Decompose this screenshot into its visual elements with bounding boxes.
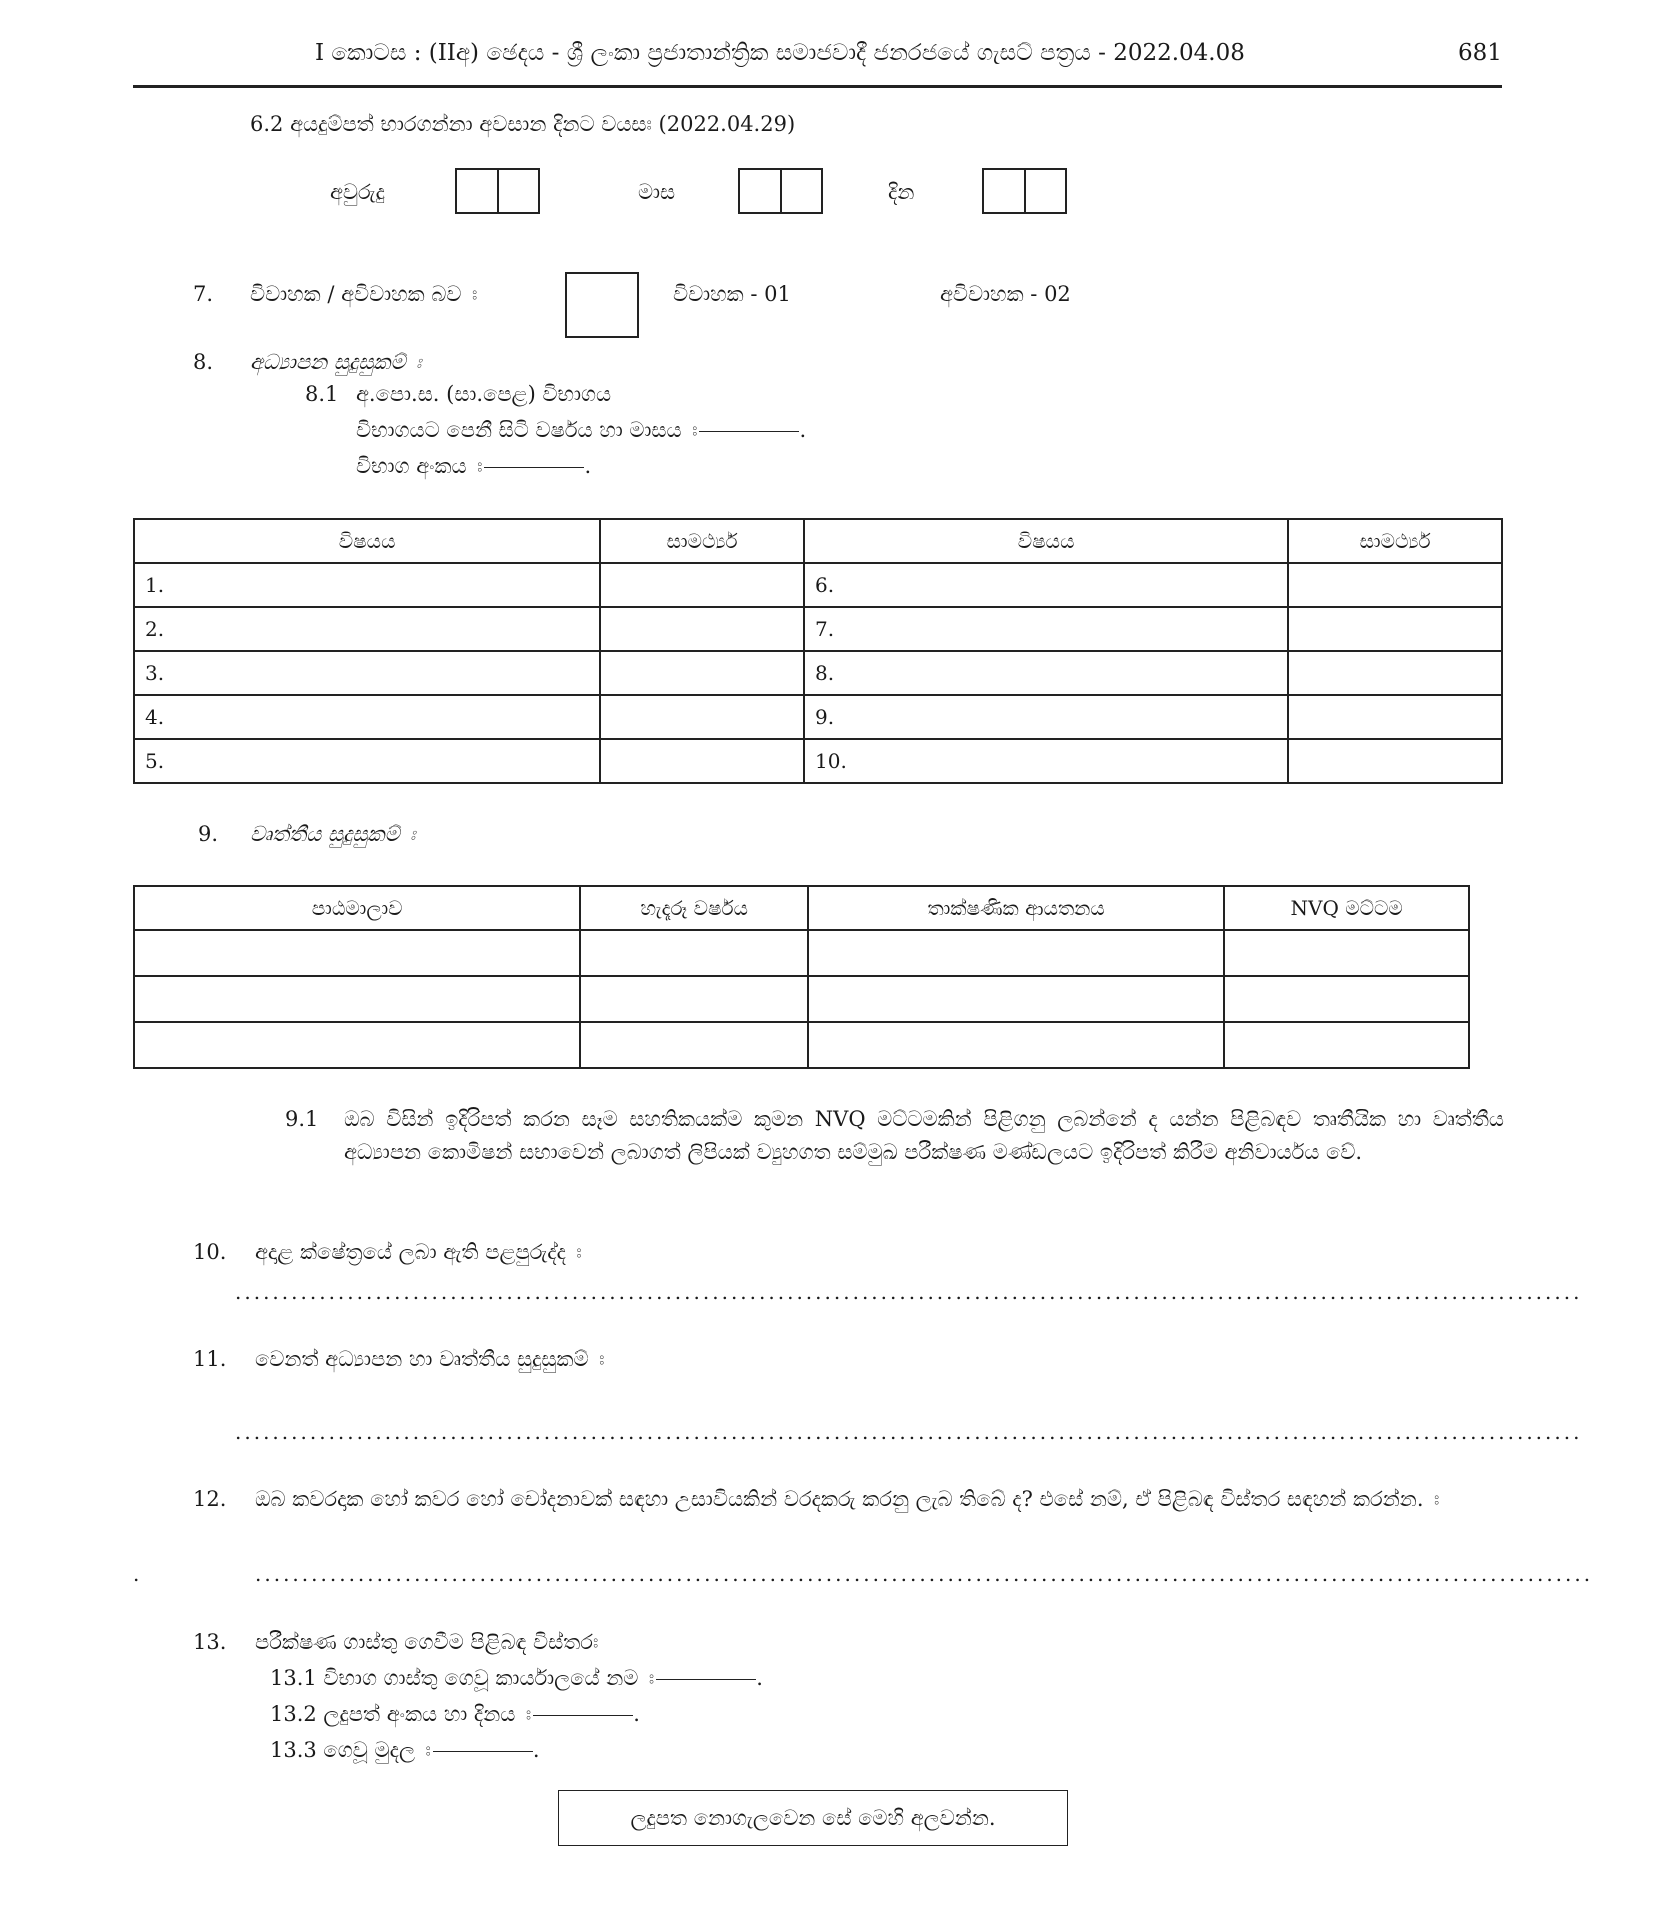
grade-cell[interactable] xyxy=(1288,651,1502,695)
age-months-label: මාස xyxy=(638,180,676,204)
section-13-number: 13. xyxy=(193,1630,227,1654)
section-10-number: 10. xyxy=(193,1240,227,1264)
grade-cell[interactable] xyxy=(600,563,804,607)
age-label: 6.2 අයදුම්පත් භාරගන්නා අවසාන දිනට වයසඃ (2022.04.29) xyxy=(250,112,796,136)
nvq-level-header: NVQ මට්ටම xyxy=(1224,886,1469,930)
subject-results-table xyxy=(133,518,1503,784)
section-12-number: 12. xyxy=(193,1487,227,1511)
table-row xyxy=(134,1022,1469,1068)
education-heading: අධ්‍යාපන සුදුසුකම් ඃ xyxy=(250,350,422,374)
section-11-number: 11. xyxy=(193,1347,227,1371)
grade-cell[interactable] xyxy=(1288,607,1502,651)
table-row xyxy=(134,651,1502,695)
professional-heading: වෘත්තීය සුදුසුකම් ඃ xyxy=(250,822,416,846)
fee-office-field[interactable]: 13.1 විභාග ගාස්තු ගෙවූ කාර්යාලයේ නම ඃ . xyxy=(270,1666,763,1690)
table-row xyxy=(134,976,1469,1022)
table-cell[interactable] xyxy=(1224,930,1469,976)
grade-cell[interactable] xyxy=(600,651,804,695)
table-cell[interactable] xyxy=(134,930,580,976)
subject-cell[interactable]: 5. xyxy=(134,739,600,783)
table-cell[interactable] xyxy=(808,976,1224,1022)
subject-cell[interactable]: 9. xyxy=(804,695,1288,739)
page-number: 681 xyxy=(1458,40,1502,66)
table-row xyxy=(134,739,1502,783)
exam-index-field[interactable]: විභාග අංකය ඃ . xyxy=(356,454,592,478)
receipt-paste-note: ලදුපත නොගැලවෙන සේ මෙහි අලවන්න. xyxy=(630,1805,996,1830)
marital-status-box[interactable] xyxy=(565,272,639,338)
grade-cell[interactable] xyxy=(600,695,804,739)
receipt-paste-box[interactable] xyxy=(558,1790,1068,1846)
section-7-number: 7. xyxy=(193,282,214,306)
subject-cell[interactable]: 4. xyxy=(134,695,600,739)
table-cell[interactable] xyxy=(808,1022,1224,1068)
conviction-dotted-line[interactable]: ............................................................................................................................................... xyxy=(255,1562,1594,1586)
grade-header-1: සාමර්ථ්‍ය xyxy=(600,519,804,563)
exam-year-month-field[interactable]: විභාගයට පෙනී සිටි වර්ෂය හා මාසය ඃ . xyxy=(356,418,807,442)
grade-cell[interactable] xyxy=(600,739,804,783)
experience-dotted-line[interactable]: ................................................................................................................................................ xyxy=(235,1280,1583,1304)
section-8-1-number: 8.1 xyxy=(305,382,339,406)
section-9-number: 9. xyxy=(198,822,219,846)
table-row xyxy=(134,695,1502,739)
age-days-box[interactable] xyxy=(982,168,1067,214)
subject-cell[interactable]: 1. xyxy=(134,563,600,607)
course-header: පාඨමාලාව xyxy=(134,886,580,930)
section-9-1-number: 9.1 xyxy=(285,1107,319,1131)
grade-cell[interactable] xyxy=(600,607,804,651)
subject-header-1: විෂයය xyxy=(134,519,600,563)
fee-payment-heading: පරීක්ෂණ ගාස්තු ගෙවීම පිළිබඳ විස්තරඃ xyxy=(255,1630,599,1654)
table-cell[interactable] xyxy=(808,930,1224,976)
table-row xyxy=(134,563,1502,607)
subject-cell[interactable]: 8. xyxy=(804,651,1288,695)
table-cell[interactable] xyxy=(134,1022,580,1068)
subject-cell[interactable]: 3. xyxy=(134,651,600,695)
subject-cell[interactable]: 10. xyxy=(804,739,1288,783)
grade-cell[interactable] xyxy=(1288,739,1502,783)
table-row xyxy=(134,607,1502,651)
receipt-number-date-field[interactable]: 13.2 ලදුපත් අංකය හා දිනය ඃ . xyxy=(270,1702,640,1726)
nvq-note-paragraph: ඔබ විසින් ඉදිරිපත් කරන සෑම සහතිකයක්ම කුමන NVQ මට්ටමකින් පිළිගනු ලබන්නේ ද යන්න පිළිබඳව තෘතීයික හා වෘත්තීය අධ්‍යාපන කොමිෂන් සභාවෙන් ලබාගත් ලිපියක් ව්‍යුහගත සම්මුඛ පරීක්ෂණ මණ්ඩලයට ඉදිරිපත් කිරීම අනිවාර්යය වේ. xyxy=(344,1107,1504,1164)
other-qualifications-dotted-line[interactable]: ................................................................................................................................................ xyxy=(235,1420,1583,1444)
grade-header-2: සාමර්ථ්‍ය xyxy=(1288,519,1502,563)
marital-status-label: විවාහක / අවිවාහක බව ඃ xyxy=(250,282,478,306)
section-8-number: 8. xyxy=(193,350,214,374)
other-qualifications-label: වෙනත් අධ්‍යාපන හා වෘත්තීය සුදුසුකම් ඃ xyxy=(255,1347,605,1371)
table-cell[interactable] xyxy=(580,976,808,1022)
subject-cell[interactable]: 6. xyxy=(804,563,1288,607)
conviction-question: ඔබ කවරදාක හෝ කවර හෝ චෝදනාවක් සඳහා උසාවියකින් වරදකරු කරනු ලැබ තිබේ ද? එසේ නම්, ඒ පිළිබඳ විස්තර සඳහන් කරන්න. ඃ xyxy=(255,1487,1440,1511)
age-years-box[interactable] xyxy=(455,168,540,214)
amount-paid-field[interactable]: 13.3 ගෙවූ මුදල ඃ . xyxy=(270,1738,540,1762)
subject-cell[interactable]: 7. xyxy=(804,607,1288,651)
header-rule xyxy=(133,85,1502,88)
unmarried-option: අවිවාහක - 02 xyxy=(940,282,1071,306)
grade-cell[interactable] xyxy=(1288,563,1502,607)
professional-qualifications-table xyxy=(133,885,1470,1069)
married-option: විවාහක - 01 xyxy=(673,282,791,306)
table-cell[interactable] xyxy=(580,930,808,976)
ol-exam-label: අ.පො.ස. (සා.පෙළ) විභාගය xyxy=(356,382,612,406)
table-cell[interactable] xyxy=(580,1022,808,1068)
age-months-box[interactable] xyxy=(738,168,823,214)
running-title: I කොටස : (IIඅ) ඡෙදය - ශ්‍රී ලංකා ප්‍රජාතාන්ත්‍රික සමාජවාදී ජනරජයේ ගැසට් පත්‍රය - 2022.04.08 xyxy=(315,40,1245,66)
table-row xyxy=(134,930,1469,976)
stray-dot: . xyxy=(133,1562,140,1586)
institute-header: තාක්ෂණික ආයතනය xyxy=(808,886,1224,930)
subject-header-2: විෂයය xyxy=(804,519,1288,563)
age-days-label: දින xyxy=(888,180,915,204)
table-cell[interactable] xyxy=(134,976,580,1022)
experience-label: අදාළ ක්ෂේත්‍රයේ ලබා ඇති පළපුරුද්ද ඃ xyxy=(255,1240,582,1264)
table-cell[interactable] xyxy=(1224,976,1469,1022)
age-years-label: අවුරුදු xyxy=(330,180,385,204)
grade-cell[interactable] xyxy=(1288,695,1502,739)
subject-cell[interactable]: 2. xyxy=(134,607,600,651)
table-cell[interactable] xyxy=(1224,1022,1469,1068)
study-year-header: හැදෑරූ වර්ෂය xyxy=(580,886,808,930)
